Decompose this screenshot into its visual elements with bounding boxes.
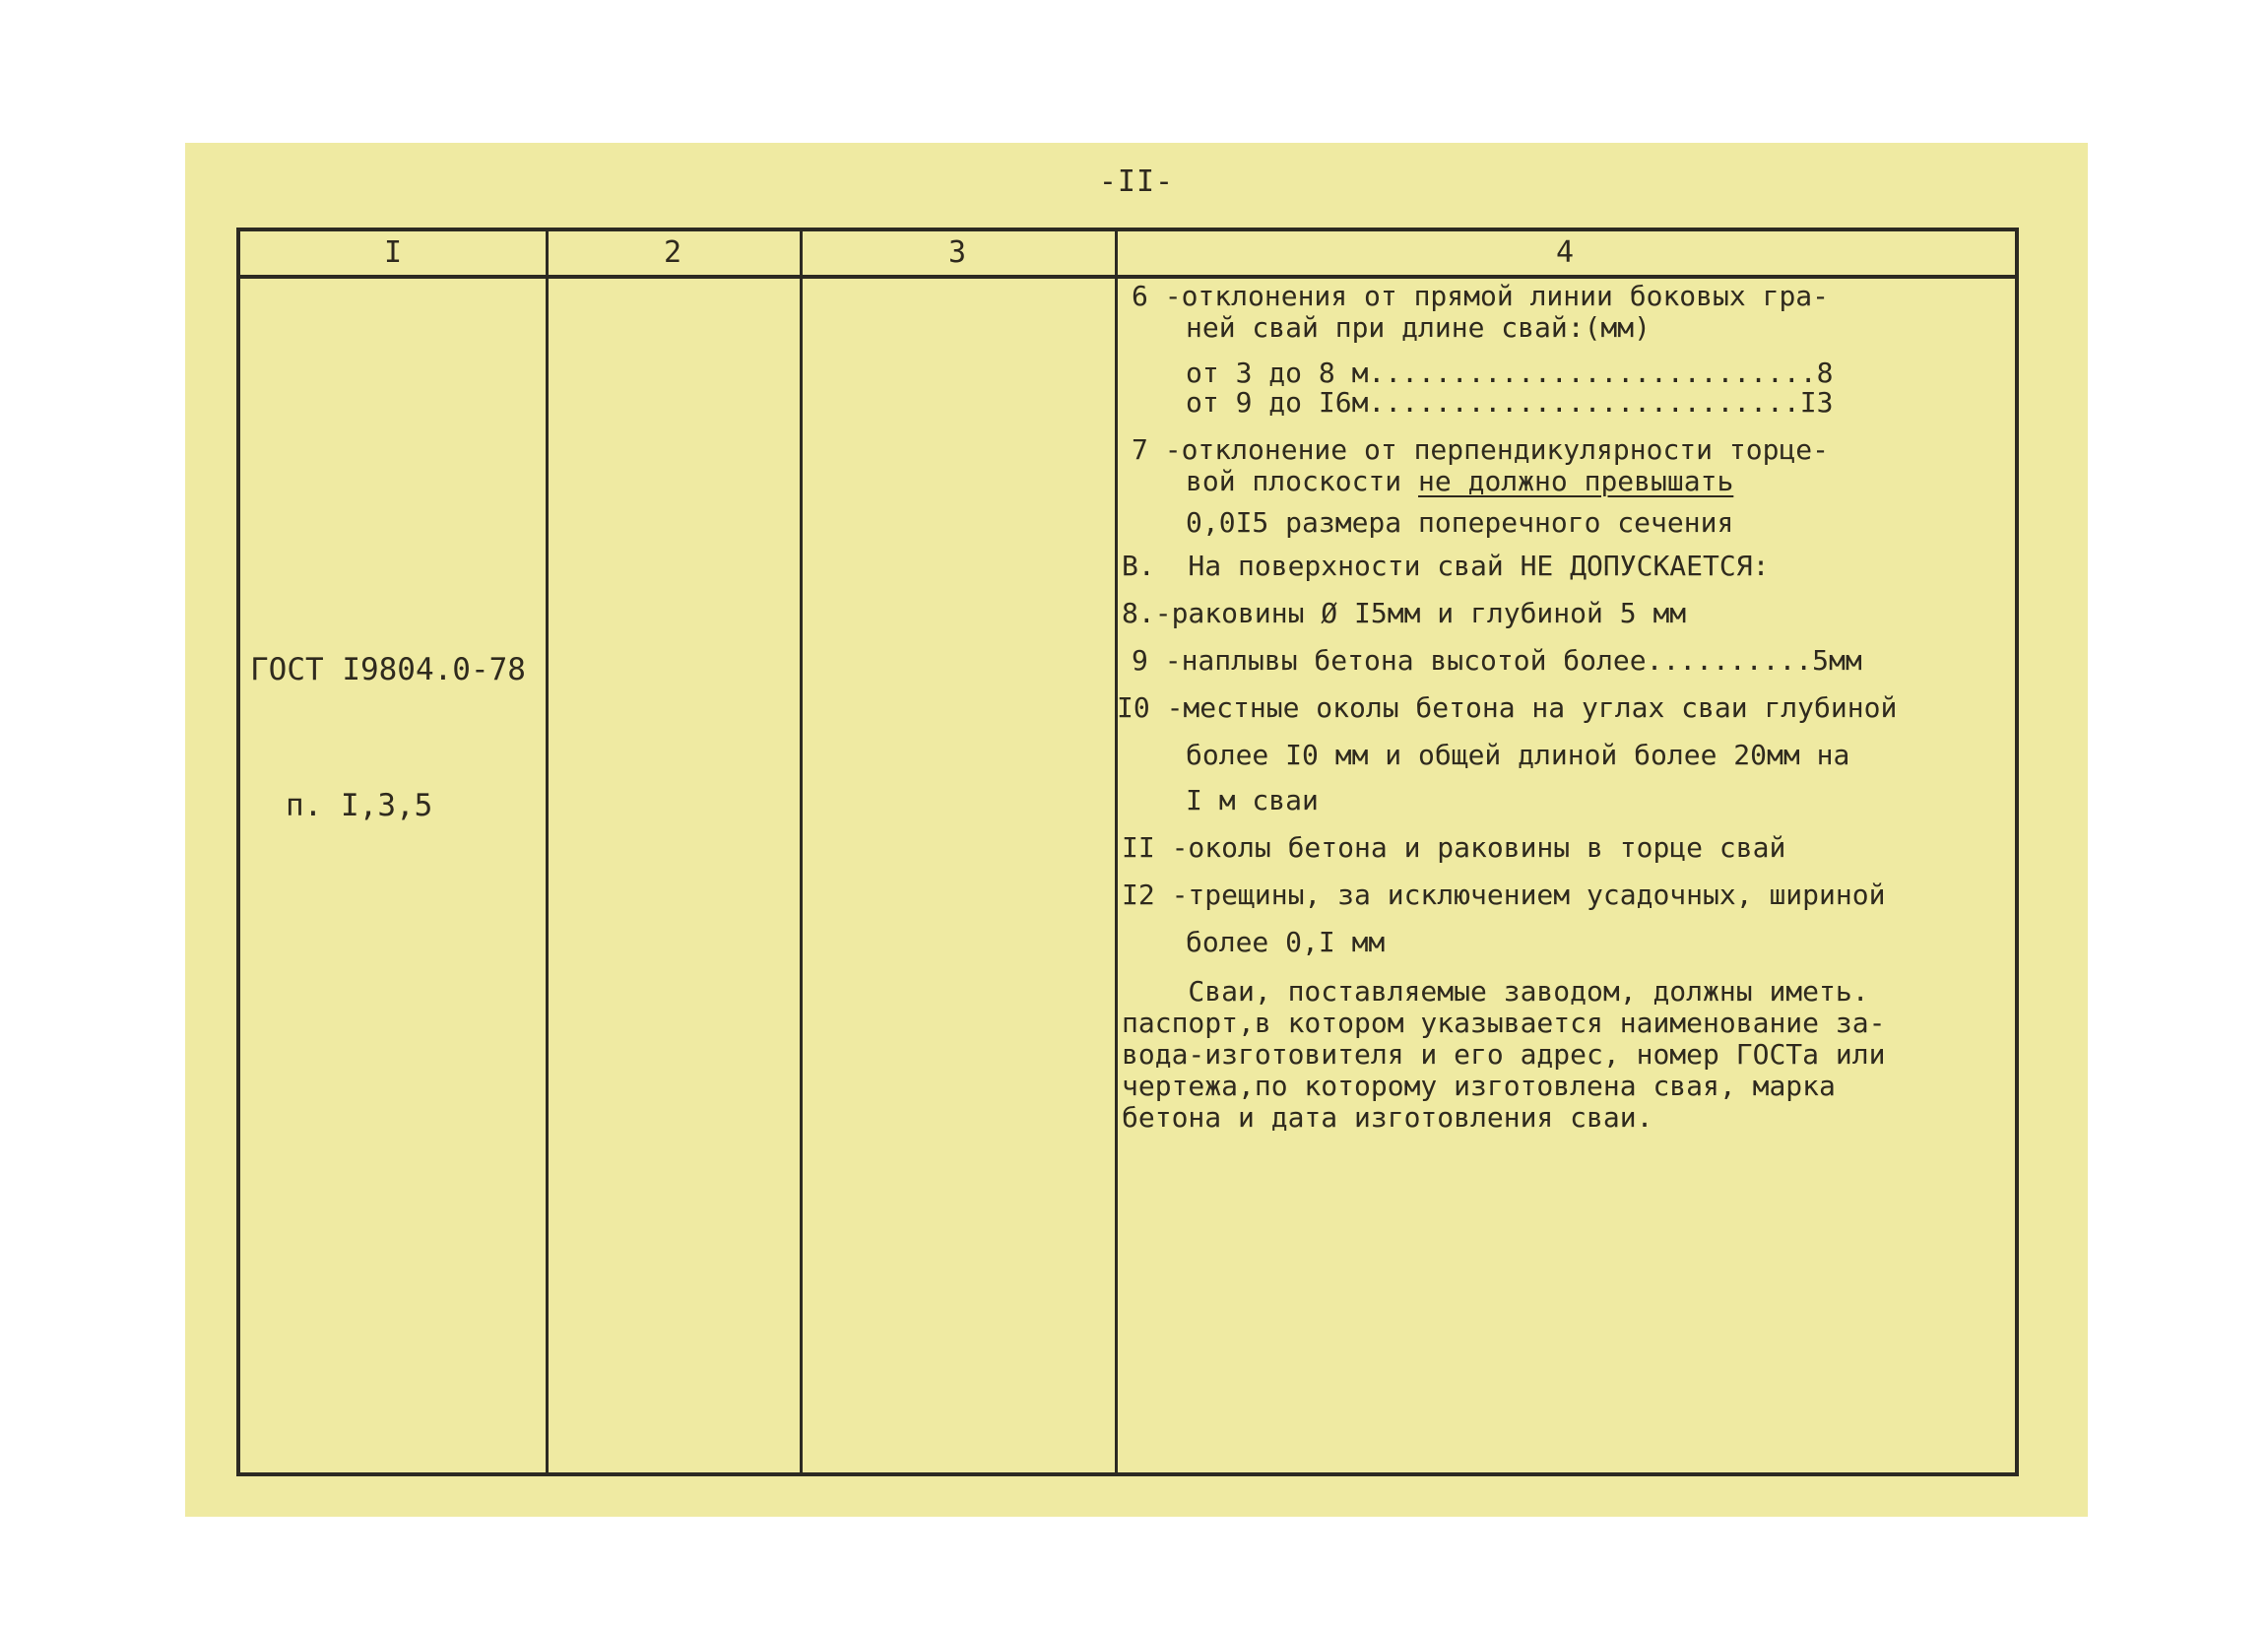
column-header-4: 4 bbox=[1555, 235, 1575, 270]
document-sheet bbox=[185, 143, 2088, 1517]
gost-clauses: п. I,3,5 bbox=[286, 788, 433, 823]
passport-paragraph-line-3: вода-изготовителя и его адрес, номер ГОСТа или bbox=[1122, 1038, 1886, 1071]
item-10-line-3: I м сваи bbox=[1186, 784, 1319, 816]
table-header-row bbox=[240, 231, 2015, 279]
item-7-line-3: 0,0I5 размера поперечного сечения bbox=[1186, 506, 1734, 539]
item-7-text: вой плоскости bbox=[1186, 465, 1419, 497]
page-number: -II- bbox=[1098, 164, 1175, 199]
item-12-line-1: I2 -трещины, за исключением усадочных, шириной bbox=[1122, 879, 1886, 911]
item-6-range-a: от 3 до 8 м...........................8 bbox=[1186, 357, 1834, 389]
item-11: II -околы бетона и раковины в торце свай bbox=[1122, 831, 1786, 864]
item-9: 9 -наплывы бетона высотой более..........5мм bbox=[1132, 644, 1862, 677]
item-6-line-2: ней свай при длине свай:(мм) bbox=[1186, 311, 1652, 344]
column-divider bbox=[1115, 231, 1118, 1472]
item-8: 8.-раковины Ø I5мм и глубиной 5 мм bbox=[1122, 597, 1687, 629]
column-header-1: I bbox=[383, 235, 403, 270]
item-7-underlined-text: не должно превышать bbox=[1418, 465, 1734, 497]
passport-paragraph-line-5: бетона и дата изготовления сваи. bbox=[1122, 1101, 1653, 1134]
item-6-line-1: 6 -отклонения от прямой линии боковых гра- bbox=[1132, 280, 1830, 312]
passport-paragraph-line-4: чертежа,по которому изготовлена свая, марка bbox=[1122, 1070, 1836, 1102]
section-b-heading: В. На поверхности свай НЕ ДОПУСКАЕТСЯ: bbox=[1122, 550, 1770, 582]
item-7-line-1: 7 -отклонение от перпендикулярности торце- bbox=[1132, 433, 1830, 466]
item-7-line-2 bbox=[1186, 466, 1733, 497]
spec-table bbox=[236, 228, 2019, 1476]
passport-paragraph-line-2: паспорт,в котором указывается наименование за- bbox=[1122, 1007, 1886, 1039]
item-10-line-1: I0 -местные околы бетона на углах сваи глубиной bbox=[1117, 691, 1898, 724]
item-12-line-2: более 0,I мм bbox=[1186, 926, 1386, 958]
gost-reference: ГОСТ I9804.0-78 bbox=[250, 652, 526, 687]
column-divider bbox=[546, 231, 549, 1472]
passport-paragraph-line-1: Сваи, поставляемые заводом, должны иметь. bbox=[1122, 975, 1869, 1008]
column-header-3: 3 bbox=[947, 235, 967, 270]
column-header-2: 2 bbox=[663, 235, 682, 270]
column-4-cell bbox=[1117, 280, 2008, 1134]
column-1-cell bbox=[250, 556, 526, 919]
item-6-range-b: от 9 до I6м..........................I3 bbox=[1186, 386, 1834, 419]
column-divider bbox=[800, 231, 803, 1472]
item-10-line-2: более I0 мм и общей длиной более 20мм на bbox=[1186, 739, 1850, 771]
